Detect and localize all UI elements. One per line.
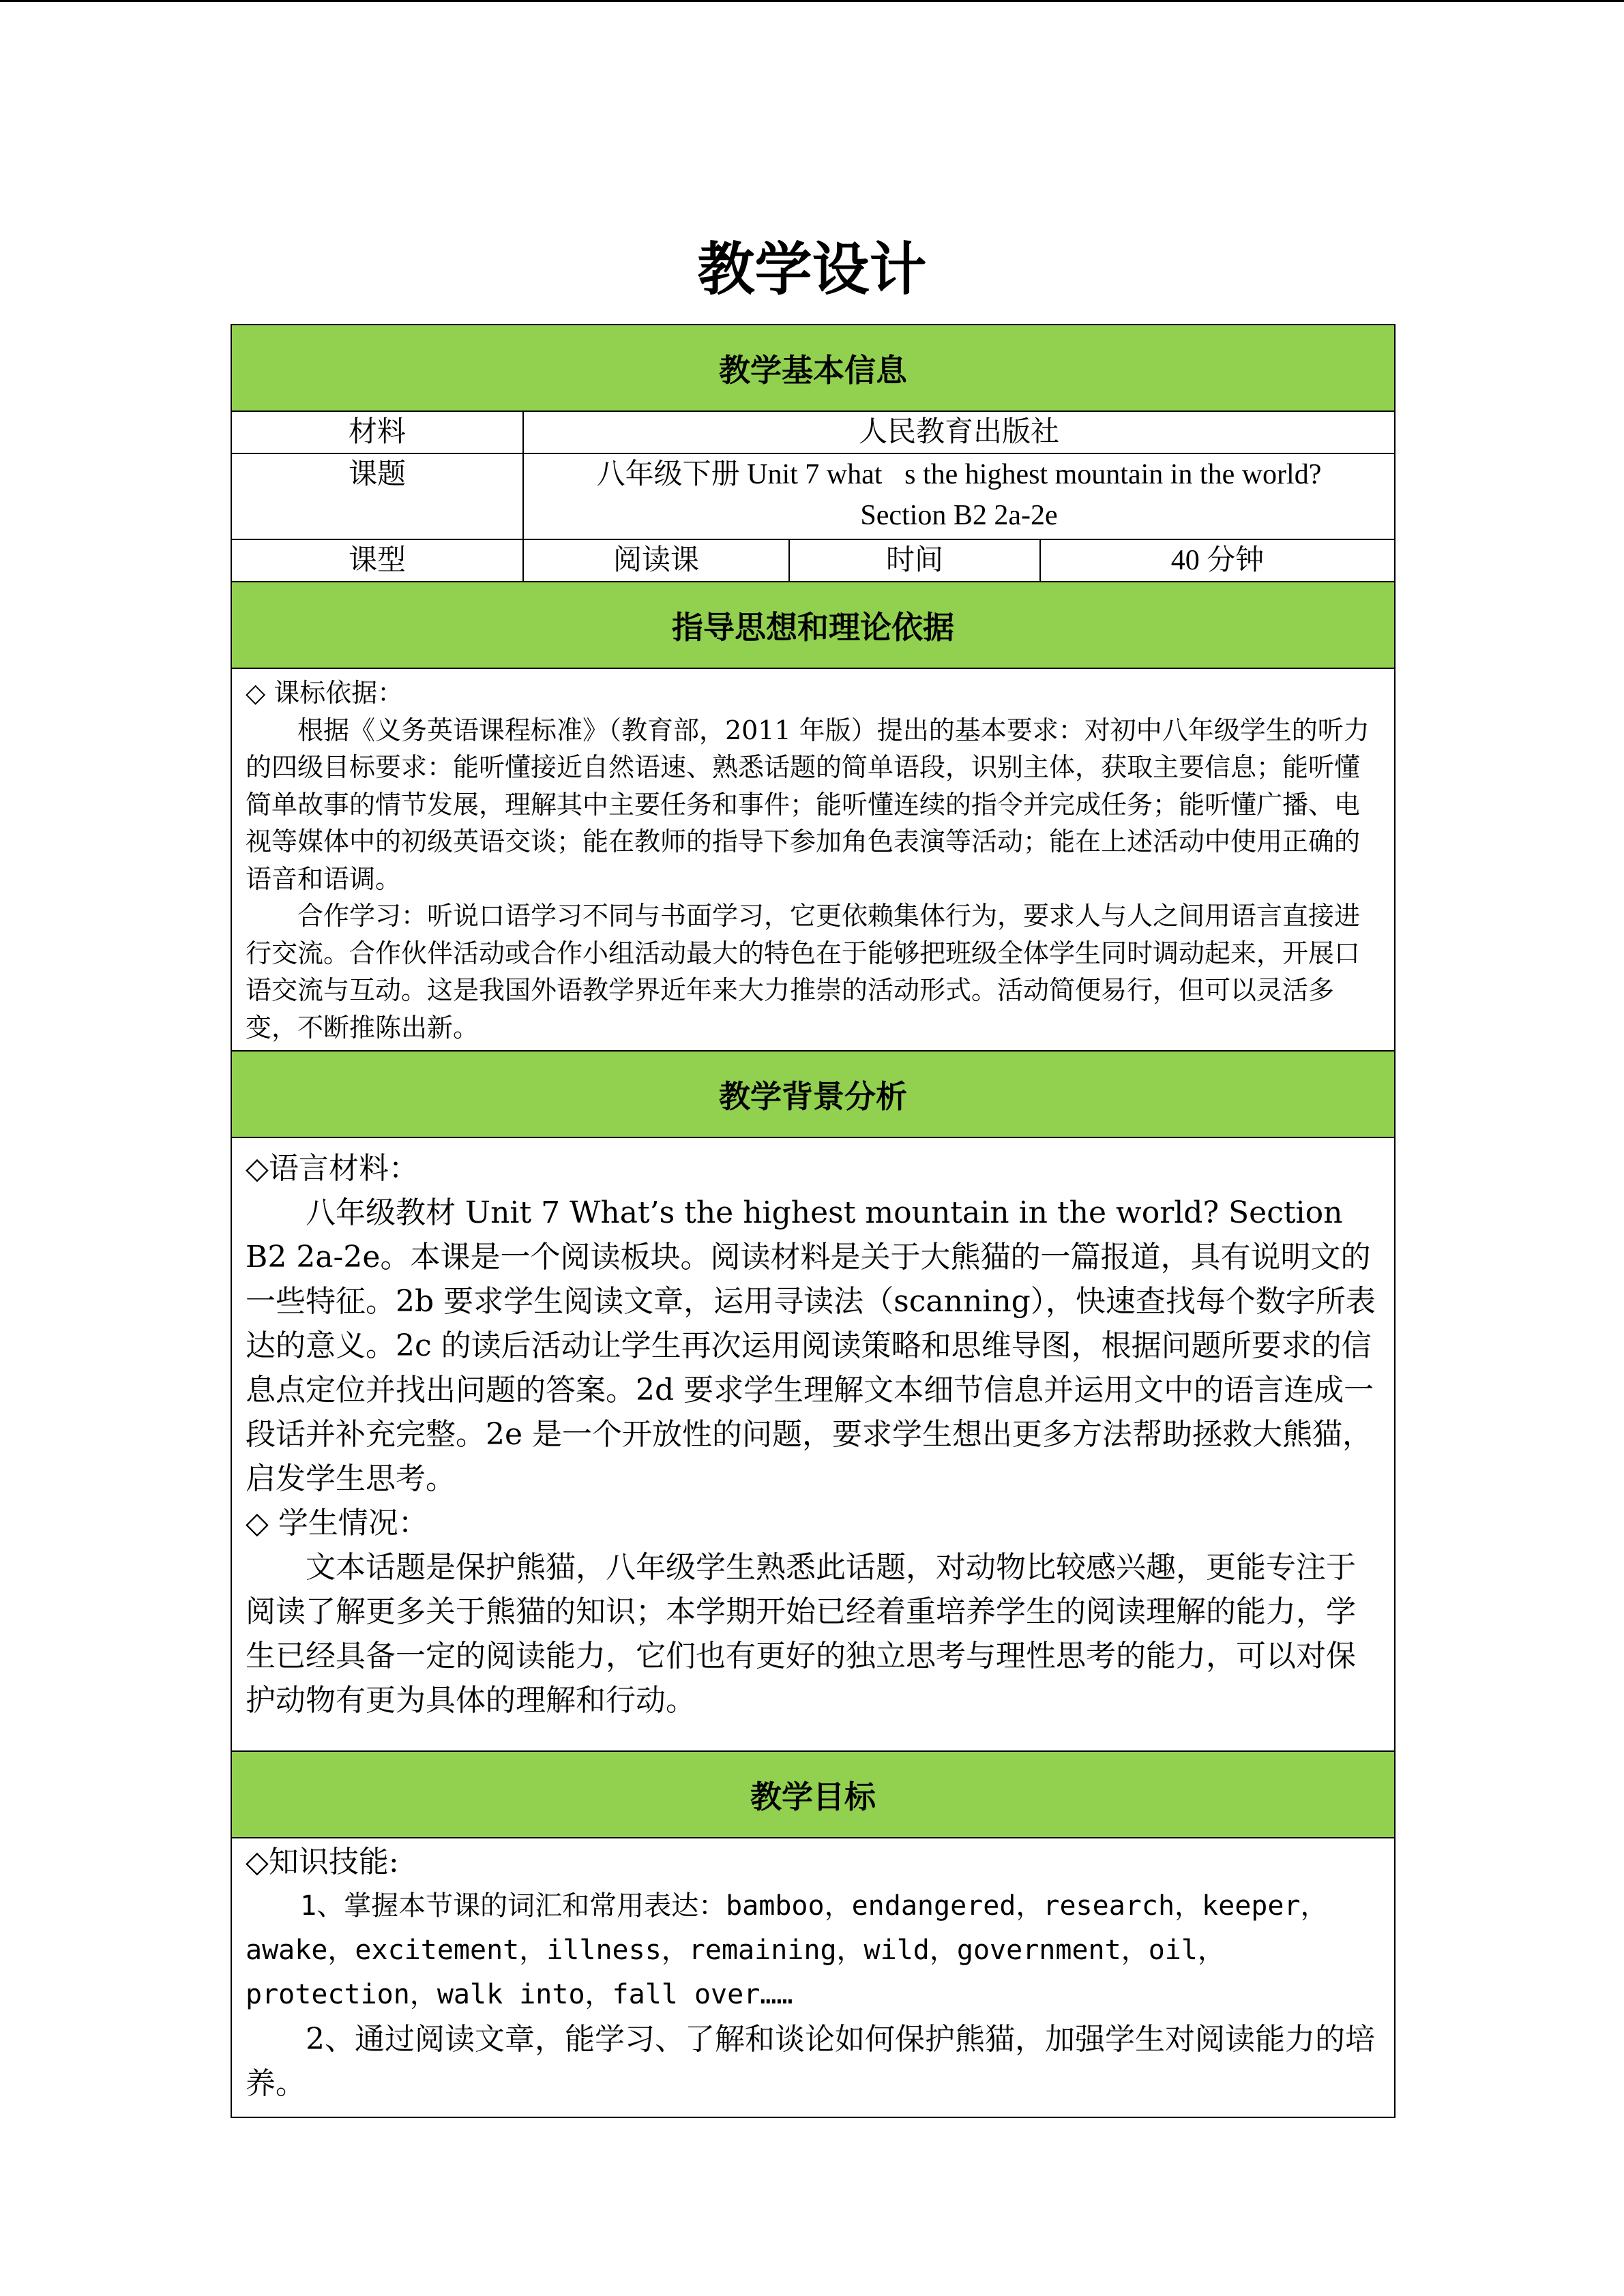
objectives-point-1: 1、掌握本节课的词汇和常用表达：bamboo，endangered，research，keeper，awake，excitement，illness，remaining，wild，government，oil，protection，walk into，fall over…… xyxy=(246,1890,1328,2010)
objectives-content xyxy=(231,1838,1395,2117)
section-header-guiding: 指导思想和理论依据 xyxy=(231,582,1395,668)
section-header-objectives: 教学目标 xyxy=(231,1751,1395,1838)
top-border-line xyxy=(0,0,1624,2)
guiding-item-title: ◇ 课标依据： xyxy=(246,678,404,708)
guiding-standard-text: 根据《义务英语课程标准》（教育部，2011 年版）提出的基本要求：对初中八年级学生的听力的四级目标要求：能听懂接近自然语速、熟悉话题的简单语段，识别主体，获取主要信息；能听懂简单故事的情节发展，理解其中主要任务和事件；能听懂连续的指令并完成任务；能听懂广播、电视等媒体中的初级英语交谈；能在教师的指导下参加角色表演等活动；能在上述活动中使用正确的语音和语调。 xyxy=(246,715,1370,894)
topic-line-2: Section B2 2a-2e xyxy=(860,500,1058,531)
document-title: 教学设计 xyxy=(697,236,927,303)
section-header-basic-info: 教学基本信息 xyxy=(231,325,1395,411)
time-label: 时间 xyxy=(789,539,1040,582)
topic-value xyxy=(523,453,1395,539)
background-students-title: ◇ 学生情况： xyxy=(246,1506,428,1540)
material-value: 人民教育出版社 xyxy=(523,411,1395,453)
guiding-content xyxy=(231,668,1395,1051)
lesson-type-value: 阅读课 xyxy=(523,539,789,582)
guiding-cooperation-text: 合作学习：听说口语学习不同与书面学习，它更依赖集体行为，要求人与人之间用语言直接进行交流。合作伙伴活动或合作小组活动最大的特色在于能够把班级全体学生同时调动起来，开展口语交流与互动。这是我国外语教学界近年来大力推崇的活动形式。活动简便易行，但可以灵活多变，不断推陈出新。 xyxy=(246,901,1361,1043)
topic-label: 课题 xyxy=(231,453,523,539)
lesson-type-label: 课型 xyxy=(231,539,523,582)
topic-line-1: 八年级下册 Unit 7 what s the highest mountain in the world? xyxy=(596,459,1322,490)
material-label: 材料 xyxy=(231,411,523,453)
section-header-background: 教学背景分析 xyxy=(231,1051,1395,1137)
background-material-title: ◇语言材料： xyxy=(246,1151,419,1186)
objectives-point-2: 2、通过阅读文章，能学习、了解和谈论如何保护熊猫，加强学生对阅读能力的培养。 xyxy=(246,2022,1375,2101)
background-content xyxy=(231,1137,1395,1751)
background-students-text: 文本话题是保护熊猫，八年级学生熟悉此话题，对动物比较感兴趣，更能专注于阅读了解更多关于熊猫的知识；本学期开始已经着重培养学生的阅读理解的能力，学生已经具备一定的阅读能力，它们也有更好的独立思考与理性思考的能力，可以对保护动物有更为具体的理解和行动。 xyxy=(246,1550,1356,1718)
background-material-text: 八年级教材 Unit 7 What’s the highest mountain in the world? Section B2 2a-2e。本课是一个阅读板块。阅读材料是关于大熊猫的一篇报道，具有说明文的一些特征。2b 要求学生阅读文章，运用寻读法（scanning），快速查找每个数字所表达的意义。2c 的读后活动让学生再次运用阅读策略和思维导图，根据问题所要求的信息点定位并找出问题的答案。2d 要求学生理解文本细节信息并运用文中的语言连成一段话并补充完整。2e 是一个开放性的问题，要求学生想出更多方法帮助拯救大熊猫，启发学生思考。 xyxy=(246,1195,1376,1496)
lesson-plan-table xyxy=(231,324,1396,2118)
objectives-knowledge-title: ◇知识技能: xyxy=(246,1845,399,1879)
time-value: 40 分钟 xyxy=(1040,539,1395,582)
